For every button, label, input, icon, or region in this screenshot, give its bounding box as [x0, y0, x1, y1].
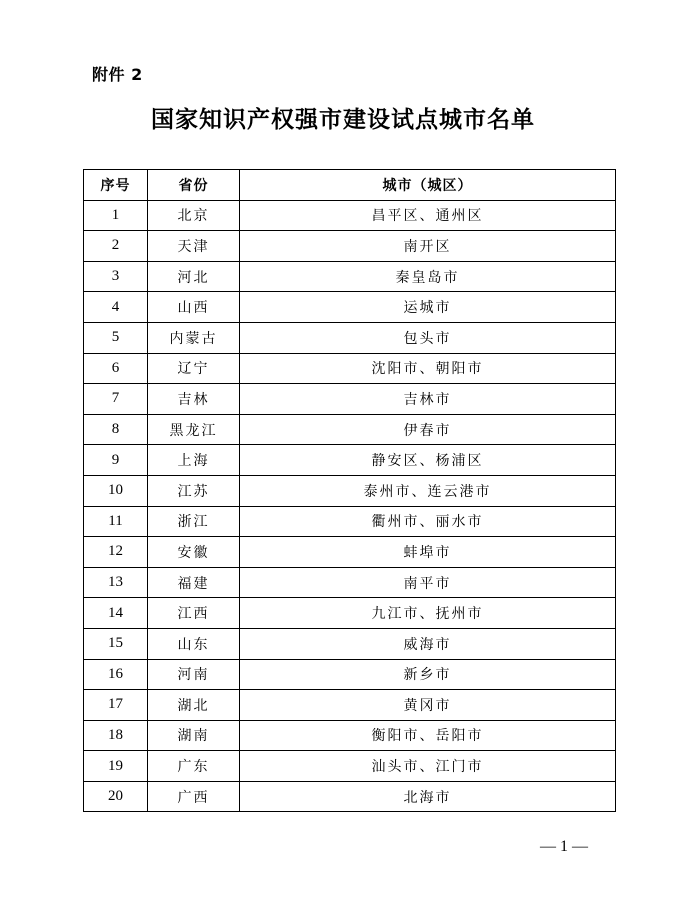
- header-city: 城市（城区）: [240, 170, 616, 201]
- cell-province: 江西: [148, 598, 240, 629]
- table-row: [84, 781, 616, 812]
- cell-province: 山东: [148, 628, 240, 659]
- cell-seq: 3: [84, 261, 148, 292]
- table-row: [84, 292, 616, 323]
- cell-province: 安徽: [148, 537, 240, 568]
- cell-seq: 15: [84, 628, 148, 659]
- cell-seq: 12: [84, 537, 148, 568]
- cell-seq: 18: [84, 720, 148, 751]
- cell-city: 蚌埠市: [240, 537, 616, 568]
- cell-city: 汕头市、江门市: [240, 751, 616, 782]
- cell-province: 河南: [148, 659, 240, 690]
- table-row: [84, 445, 616, 476]
- cell-city: 南开区: [240, 231, 616, 262]
- cell-seq: 4: [84, 292, 148, 323]
- cell-city: 伊春市: [240, 414, 616, 445]
- table-row: [84, 261, 616, 292]
- cell-city: 运城市: [240, 292, 616, 323]
- cell-seq: 5: [84, 322, 148, 353]
- cell-city: 秦皇岛市: [240, 261, 616, 292]
- table-row: [84, 506, 616, 537]
- cell-province: 辽宁: [148, 353, 240, 384]
- table-row: [84, 322, 616, 353]
- header-seq: 序号: [84, 170, 148, 201]
- cell-city: 衢州市、丽水市: [240, 506, 616, 537]
- cell-province: 内蒙古: [148, 322, 240, 353]
- cell-city: 威海市: [240, 628, 616, 659]
- cell-seq: 8: [84, 414, 148, 445]
- cell-province: 广西: [148, 781, 240, 812]
- cell-seq: 9: [84, 445, 148, 476]
- header-province: 省份: [148, 170, 240, 201]
- cell-seq: 10: [84, 475, 148, 506]
- table-row: [84, 598, 616, 629]
- table-row: [84, 475, 616, 506]
- cell-seq: 17: [84, 690, 148, 721]
- table-row: [84, 537, 616, 568]
- cell-city: 包头市: [240, 322, 616, 353]
- cell-province: 福建: [148, 567, 240, 598]
- cell-province: 上海: [148, 445, 240, 476]
- cell-province: 吉林: [148, 384, 240, 415]
- table-header-row: [84, 170, 616, 201]
- table-row: [84, 231, 616, 262]
- table-row: [84, 384, 616, 415]
- table-row: [84, 751, 616, 782]
- table-row: [84, 720, 616, 751]
- cell-province: 浙江: [148, 506, 240, 537]
- cell-seq: 6: [84, 353, 148, 384]
- table-row: [84, 628, 616, 659]
- cell-province: 黑龙江: [148, 414, 240, 445]
- cell-city: 南平市: [240, 567, 616, 598]
- cell-city: 泰州市、连云港市: [240, 475, 616, 506]
- cell-seq: 20: [84, 781, 148, 812]
- cell-province: 湖北: [148, 690, 240, 721]
- cell-city: 昌平区、通州区: [240, 200, 616, 231]
- document-title: 国家知识产权强市建设试点城市名单: [151, 106, 535, 133]
- cell-province: 北京: [148, 200, 240, 231]
- attachment-label: 附件 2: [92, 65, 143, 84]
- cell-province: 河北: [148, 261, 240, 292]
- table-row: [84, 567, 616, 598]
- cell-province: 山西: [148, 292, 240, 323]
- cell-seq: 16: [84, 659, 148, 690]
- cell-seq: 19: [84, 751, 148, 782]
- cell-city: 吉林市: [240, 384, 616, 415]
- cell-seq: 14: [84, 598, 148, 629]
- cell-province: 江苏: [148, 475, 240, 506]
- table-row: [84, 414, 616, 445]
- cell-city: 黄冈市: [240, 690, 616, 721]
- cell-seq: 11: [84, 506, 148, 537]
- cell-province: 天津: [148, 231, 240, 262]
- cell-seq: 7: [84, 384, 148, 415]
- page-number: — 1 —: [540, 838, 588, 855]
- table-row: [84, 353, 616, 384]
- table-row: [84, 690, 616, 721]
- cell-city: 静安区、杨浦区: [240, 445, 616, 476]
- cell-province: 广东: [148, 751, 240, 782]
- cell-seq: 1: [84, 200, 148, 231]
- cell-province: 湖南: [148, 720, 240, 751]
- cell-city: 沈阳市、朝阳市: [240, 353, 616, 384]
- table-row: [84, 200, 616, 231]
- cell-city: 北海市: [240, 781, 616, 812]
- cell-seq: 13: [84, 567, 148, 598]
- table-row: [84, 659, 616, 690]
- cell-seq: 2: [84, 231, 148, 262]
- cell-city: 衡阳市、岳阳市: [240, 720, 616, 751]
- cell-city: 九江市、抚州市: [240, 598, 616, 629]
- cell-city: 新乡市: [240, 659, 616, 690]
- city-list-table: [83, 169, 616, 812]
